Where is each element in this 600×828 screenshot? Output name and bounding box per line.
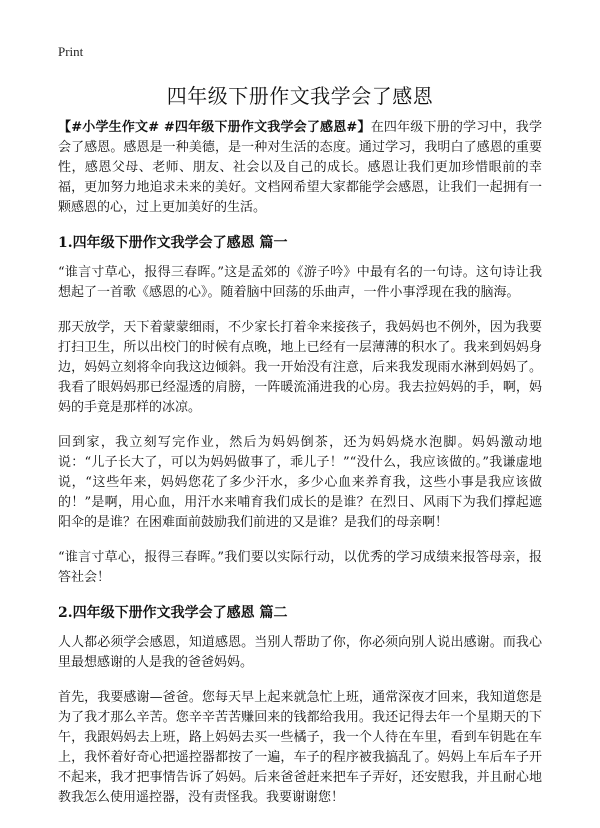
section-1-paragraph-1: “谁言寸草心，报得三春晖。”这是孟郊的《游子吟》中最有名的一句诗。这句诗让我想起了一首歌《感恩的心》。随着脑中回荡的乐曲声，一件小事浮现在我的脑海。 [58,265,542,300]
section-1-paragraph-2: 那天放学，天下着蒙蒙细雨，不少家长打着伞来接孩子，我妈妈也不例外，因为我要打扫卫生，所以出校门的时候有点晚，地上已经有一层薄薄的积水了。我来到妈妈身边，妈妈立刻将伞向我这边倾斜。我一开始没有注意，后来我发现雨水淋到妈妈了。我看了眼妈妈那已经湿透的肩膀，一阵暖流涌进我的心房。我去拉妈妈的手，啊，妈妈的手竟是那样的冰凉。 [58,320,542,415]
section-heading-1: 1.四年级下册作文我学会了感恩 篇一 [58,235,288,251]
section-2-paragraph-2: 首先，我要感谢—爸爸。您每天早上起来就急忙上班，通常深夜才回来，我知道您是为了我才那么辛苦。您辛辛苦苦赚回来的钱都给我用。我还记得去年一个星期天的下午，我跟妈妈去上班，路上妈妈去买一些橘子，我一个人待在车里，看到车钥匙在车上，我怀着好奇心把遥控器都按了一遍，车子的程序被我搞乱了。妈妈上车后车子开不起来，我才把事情告诉了妈妈。后来爸爸赶来把车子弄好，还安慰我，并且耐心地教我怎么使用遥控器，没有责怪我。我要谢谢您！ [58,690,542,805]
page-title: 四年级下册作文我学会了感恩 [166,84,434,108]
section-1-paragraph-4: “谁言寸草心，报得三春晖。”我们要以实际行动，以优秀的学习成绩来报答母亲，报答社会！ [58,550,542,585]
section-heading-2: 2.四年级下册作文我学会了感恩 篇二 [58,605,288,621]
section-1-paragraph-3: 回到家，我立刻写完作业，然后为妈妈倒茶，还为妈妈烧水泡脚。妈妈激动地说：“儿子长大了，可以为妈妈做事了，乖儿子！”“没什么，我应该做的。”我谦虚地说，“这些年来，妈妈您花了多少汗水，多少心血来养育我，这些小事是我应该做的！”是啊，用心血，用汗水来哺育我们成长的是谁？在烈日、风雨下为我们撑起遮阳伞的是谁？在困难面前鼓励我们前进的又是谁？是我们的母亲啊！ [58,435,542,530]
intro-paragraph [58,118,542,218]
section-2-paragraph-1: 人人都必须学会感恩，知道感恩。当别人帮助了你，你必须向别人说出感谢。而我心里最想感谢的人是我的爸爸妈妈。 [58,635,542,670]
print-link[interactable]: Print [58,44,84,59]
document-body [58,118,542,823]
intro-text: 在四年级下册的学习中，我学会了感恩。感恩是一种美德，是一种对生活的态度。通过学习，我明白了感恩的重要性，感恩父母、老师、朋友、社会以及自己的成长。感恩让我们更加珍惜眼前的幸福，更加努力地追求未来的美好。文档网希望大家都能学会感恩，让我们一起拥有一颗感恩的心，过上更加美好的生活。 [58,120,542,215]
intro-tags: 【#小学生作文# #四年级下册作文我学会了感恩#】 [58,120,371,135]
